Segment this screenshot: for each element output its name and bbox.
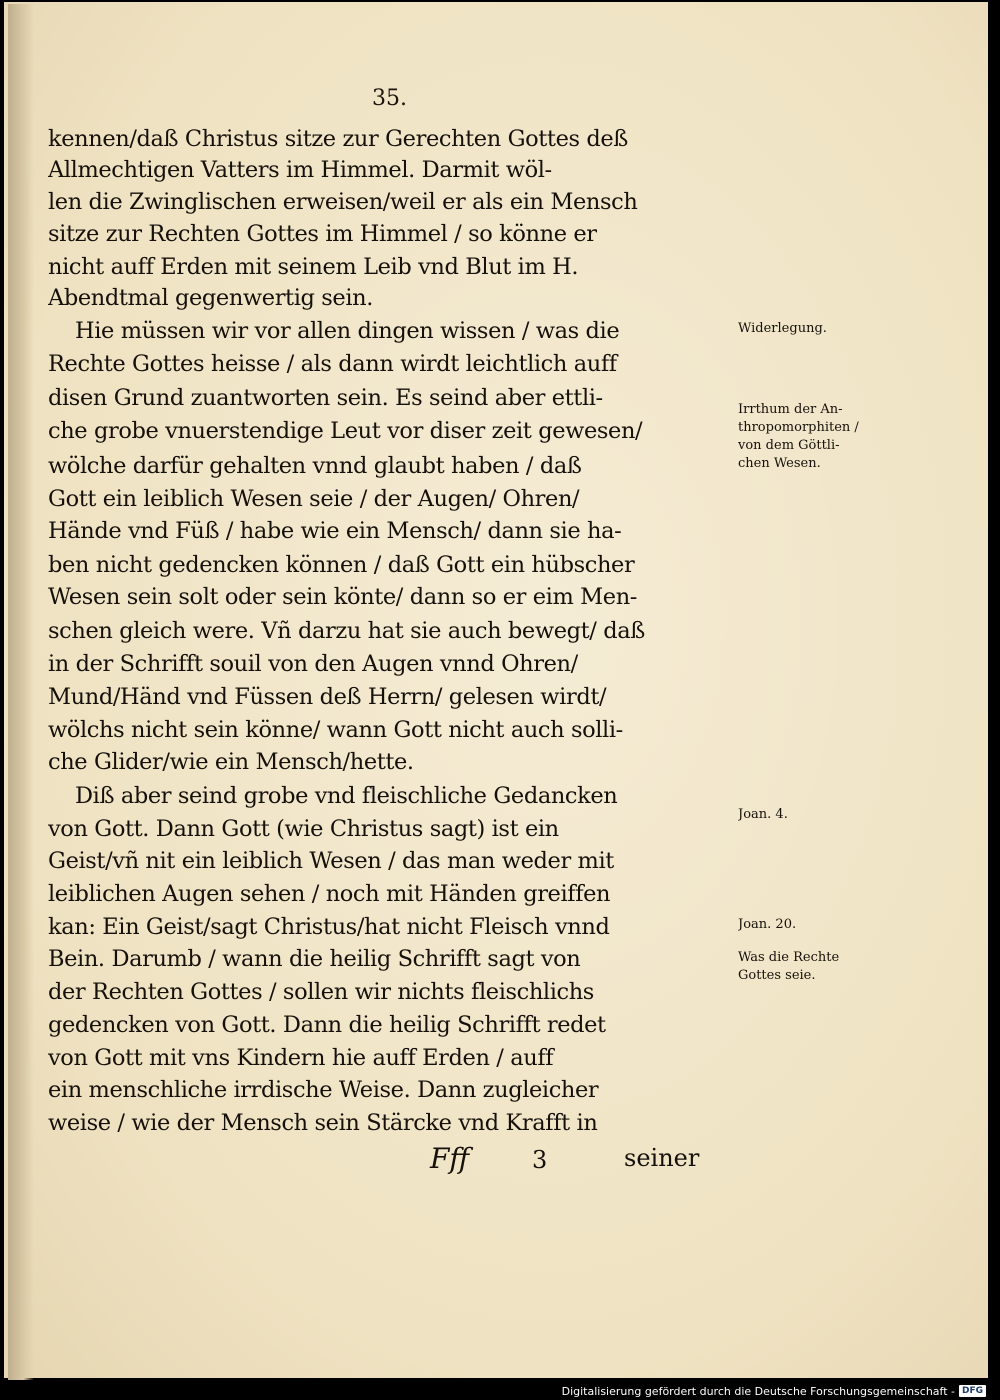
margin-note-widerlegung: [738, 320, 888, 338]
dfg-logo-icon: DFG: [959, 1385, 986, 1397]
text-line: che Glider/wie ein Mensch/hette.: [48, 749, 414, 775]
book-page: [4, 2, 988, 1378]
text-line: schen gleich were. Vñ darzu hat sie auch bewegt/ daß: [48, 618, 645, 644]
margin-note-line: Joan. 4.: [738, 807, 788, 822]
text-line: der Rechten Gottes / sollen wir nichts fleischlichs: [48, 979, 594, 1005]
text-line: leiblichen Augen sehen / noch mit Händen greiffen: [48, 881, 611, 907]
margin-note-line: thropomorphiten /: [738, 420, 859, 435]
text-line: Hände vnd Füß / habe wie ein Mensch/ dann sie ha-: [48, 518, 622, 544]
signature-number: 3: [532, 1146, 548, 1174]
margin-note-rechte-gottes: [738, 949, 888, 985]
text-line: Abendtmal gegenwertig sein.: [48, 285, 373, 311]
text-line: von Gott mit vns Kindern hie auff Erden / auff: [48, 1045, 554, 1071]
margin-note-line: Gottes seie.: [738, 968, 816, 983]
signature-line: [424, 1142, 724, 1178]
text-line: Geist/vñ nit ein leiblich Wesen / das man weder mit: [48, 848, 614, 874]
margin-note-joan-20: [738, 916, 888, 934]
margin-note-joan-4: [738, 806, 888, 824]
text-line: Allmechtigen Vatters im Himmel. Darmit wöl-: [48, 157, 552, 183]
footer-credit: [562, 1383, 986, 1399]
text-line: kan: Ein Geist/sagt Christus/hat nicht Fleisch vnnd: [48, 914, 610, 940]
text-line: disen Grund zuantworten sein. Es seind aber ettli-: [48, 385, 603, 411]
margin-note-line: Widerlegung.: [738, 321, 827, 336]
margin-note-line: chen Wesen.: [738, 456, 821, 471]
text-line: von Gott. Dann Gott (wie Christus sagt) ist ein: [48, 816, 559, 842]
catchword: seiner: [624, 1144, 700, 1172]
margin-note-line: von dem Göttli-: [738, 438, 840, 453]
text-line: Rechte Gottes heisse / als dann wirdt leichtlich auff: [48, 351, 617, 377]
text-line: Bein. Darumb / wann die heilig Schrifft sagt von: [48, 946, 581, 972]
margin-note-irrthum: [738, 401, 888, 473]
text-line: wölchs nicht sein könne/ wann Gott nicht auch solli-: [48, 717, 623, 743]
text-line: Gott ein leiblich Wesen seie / der Augen/ Ohren/: [48, 486, 580, 512]
text-line: Mund/Händ vnd Füssen deß Herrn/ gelesen wirdt/: [48, 684, 607, 710]
footer-text: Digitalisierung gefördert durch die Deutsche Forschungsgemeinschaft -: [561, 1384, 955, 1398]
text-line: len die Zwinglischen erweisen/weil er als ein Mensch: [48, 189, 638, 215]
margin-note-line: Was die Rechte: [738, 950, 840, 965]
text-line: Wesen sein solt oder sein könte/ dann so er eim Men-: [48, 584, 637, 610]
text-line: weise / wie der Mensch sein Stärcke vnd Krafft in: [48, 1110, 598, 1136]
page-number: 35.: [372, 86, 407, 111]
text-line: kennen/daß Christus sitze zur Gerechten Gottes deß: [48, 126, 628, 152]
text-line: Diß aber seind grobe vnd fleischliche Gedancken: [48, 783, 618, 809]
text-line: nicht auff Erden mit seinem Leib vnd Blut im H.: [48, 254, 579, 280]
text-line: in der Schrifft souil von den Augen vnnd Ohren/: [48, 651, 578, 677]
signature-mark: Fff: [430, 1142, 470, 1175]
page-gutter-shadow: [8, 4, 34, 1380]
text-line: che grobe vnuerstendige Leut vor diser zeit gewesen/: [48, 418, 643, 444]
margin-note-line: Irrthum der An-: [738, 402, 843, 417]
text-line: Hie müssen wir vor allen dingen wissen / was die: [48, 318, 620, 344]
text-line: gedencken von Gott. Dann die heilig Schrifft redet: [48, 1012, 606, 1038]
text-line: wölche darfür gehalten vnnd glaubt haben / daß: [48, 453, 582, 479]
margin-note-line: Joan. 20.: [738, 917, 797, 932]
text-line: ein menschliche irrdische Weise. Dann zugleicher: [48, 1077, 599, 1103]
text-line: ben nicht gedencken können / daß Gott ein hübscher: [48, 552, 635, 578]
text-line: sitze zur Rechten Gottes im Himmel / so könne er: [48, 221, 597, 247]
